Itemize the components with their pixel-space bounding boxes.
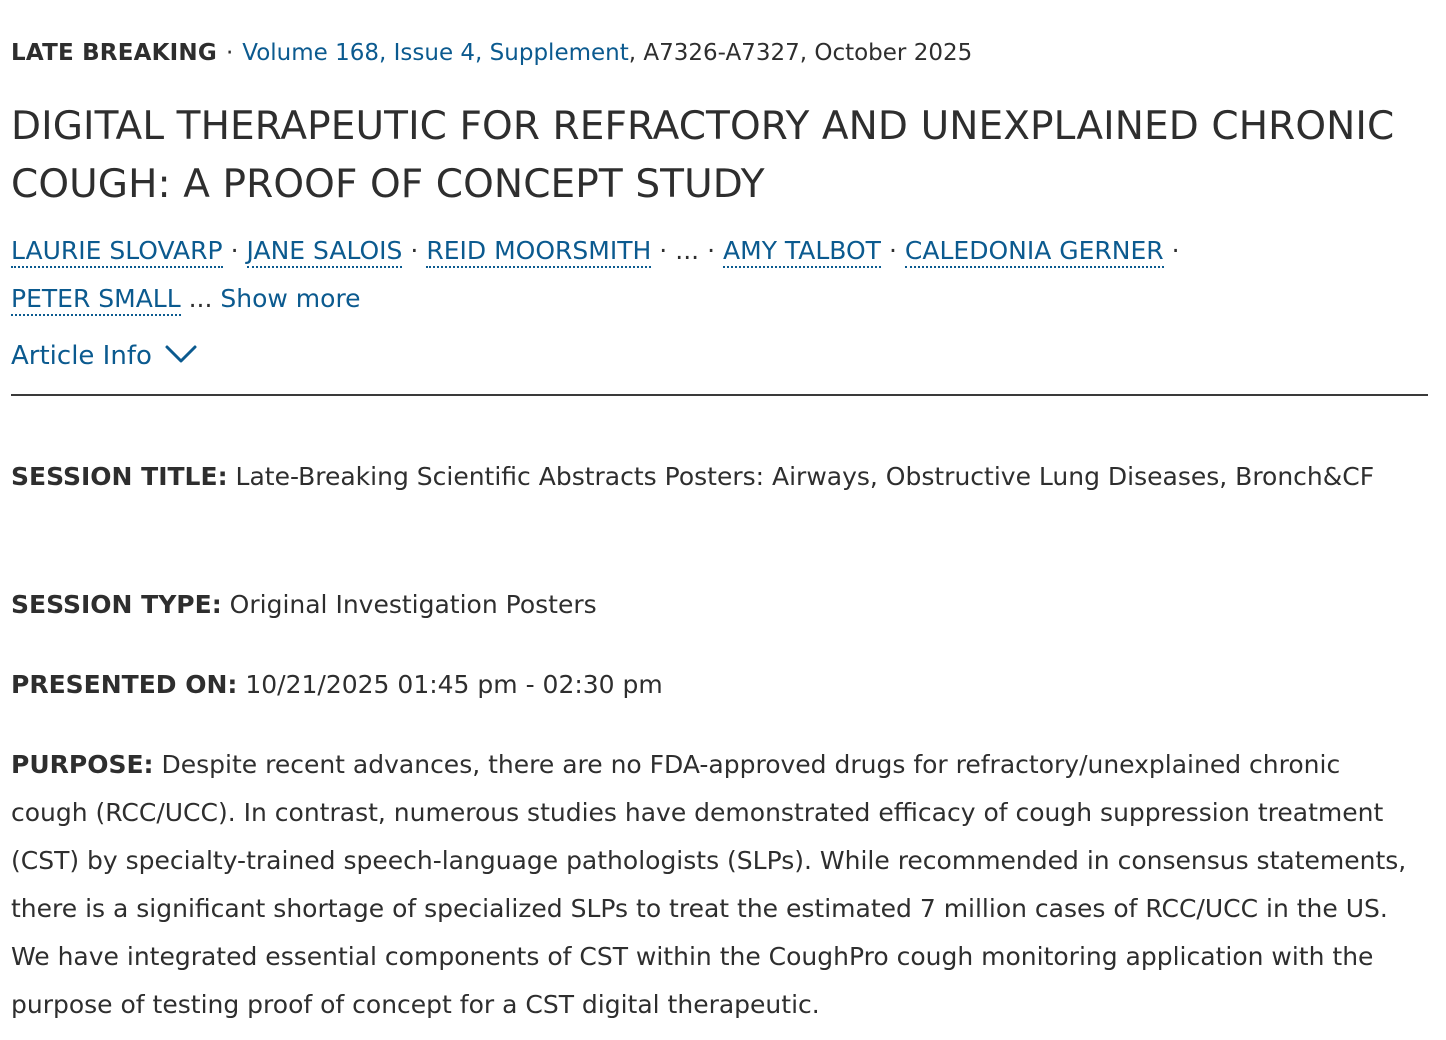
session-type-section	[11, 581, 1423, 629]
session-title-label: SESSION TITLE:	[11, 462, 228, 491]
pages-and-date: , A7326-A7327, October 2025	[628, 40, 973, 66]
purpose-label: PURPOSE:	[11, 750, 154, 779]
author-trailing-ellipsis: ...	[188, 284, 213, 313]
article-info-toggle[interactable]	[11, 340, 198, 372]
author-link[interactable]: PETER SMALL	[11, 284, 181, 316]
session-type-label: SESSION TYPE:	[11, 590, 222, 619]
article-title: DIGITAL THERAPEUTIC FOR REFRACTORY AND UNEXPLAINED CHRONIC COUGH: A PROOF OF CONCEPT STUDY	[11, 104, 1395, 207]
author-link[interactable]: CALEDONIA GERNER	[905, 236, 1164, 268]
article-info-label: Article Info	[11, 341, 152, 371]
author-separator: ·	[888, 236, 897, 265]
author-separator: ·	[410, 236, 419, 265]
author-link[interactable]: JANE SALOIS	[247, 236, 403, 268]
issue-link[interactable]: Volume 168, Issue 4, Supplement	[242, 40, 629, 66]
session-title-value: Late-Breaking Scientific Abstracts Posters: Airways, Obstructive Lung Diseases, Bronch&CF	[235, 462, 1375, 491]
session-type-value: Original Investigation Posters	[229, 590, 597, 619]
purpose-value: Despite recent advances, there are no FDA-approved drugs for refractory/unexplained chronic cough (RCC/UCC). In contrast, numerous studies have demonstrated efficacy of cough suppression treatment (CST) by specialty-trained speech-language pathologists (SLPs). While recommended in consensus statements, there is a significant shortage of specialized SLPs to treat the estimated 7 million cases of RCC/UCC in the US. We have integrated essential components of CST within the CoughPro cough monitoring application with the purpose of testing proof of concept for a CST digital therapeutic.	[11, 750, 1407, 1019]
author-separator: ·	[230, 236, 239, 265]
publication-meta	[11, 40, 972, 66]
header-divider	[11, 394, 1428, 396]
author-link[interactable]: LAURIE SLOVARP	[11, 236, 223, 268]
presented-on-section	[11, 661, 1423, 709]
author-separator: ·	[659, 236, 668, 265]
session-title-section	[11, 453, 1423, 501]
author-link[interactable]: AMY TALBOT	[723, 236, 881, 268]
meta-separator: ·	[225, 40, 234, 66]
author-link[interactable]: REID MOORSMITH	[426, 236, 651, 268]
author-separator: ·	[707, 236, 716, 265]
show-more-authors-button[interactable]: Show more	[220, 284, 361, 313]
presented-on-value: 10/21/2025 01:45 pm - 02:30 pm	[245, 670, 663, 699]
author-separator: ·	[1171, 236, 1180, 265]
author-ellipsis: ...	[675, 236, 700, 265]
author-list	[11, 227, 1421, 323]
late-breaking-badge: LATE BREAKING	[11, 40, 217, 66]
presented-on-label: PRESENTED ON:	[11, 670, 238, 699]
chevron-down-icon	[164, 342, 198, 372]
purpose-section	[11, 741, 1423, 1029]
